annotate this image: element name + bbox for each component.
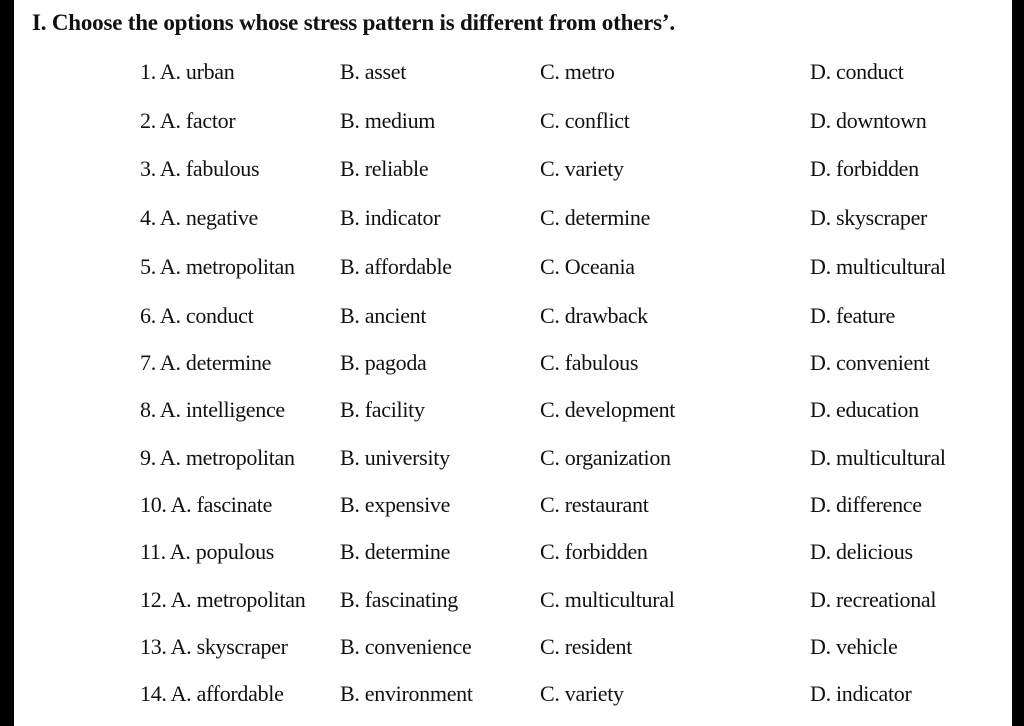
- option-a: 11. A. populous: [140, 539, 275, 564]
- option-d: D. recreational: [810, 587, 937, 612]
- option-b: B. fascinating: [340, 587, 458, 612]
- option-c: C. drawback: [540, 303, 648, 328]
- question-row: [14, 585, 1012, 615]
- question-row: [14, 301, 1012, 331]
- option-d: D. vehicle: [810, 634, 898, 659]
- option-a: 14. A. affordable: [140, 681, 284, 706]
- option-c: C. determine: [540, 205, 651, 230]
- option-c: C. variety: [540, 681, 624, 706]
- option-a: 9. A. metropolitan: [140, 445, 295, 470]
- option-d: D. education: [810, 397, 919, 422]
- exercise-heading: I. Choose the options whose stress pattern is different from others’.: [32, 10, 675, 35]
- option-a: 4. A. negative: [140, 205, 258, 230]
- option-a: 13. A. skyscraper: [140, 634, 288, 659]
- option-a: 6. A. conduct: [140, 303, 254, 328]
- question-row: [14, 348, 1012, 378]
- question-row: [14, 537, 1012, 567]
- option-c: C. organization: [540, 445, 671, 470]
- option-c: C. Oceania: [540, 254, 635, 279]
- question-row: [14, 252, 1012, 282]
- option-c: C. fabulous: [540, 350, 639, 375]
- option-d: D. forbidden: [810, 156, 919, 181]
- option-b: B. ancient: [340, 303, 427, 328]
- option-b: B. pagoda: [340, 350, 427, 375]
- option-c: C. forbidden: [540, 539, 648, 564]
- option-a: 12. A. metropolitan: [140, 587, 306, 612]
- option-d: D. indicator: [810, 681, 912, 706]
- option-c: C. resident: [540, 634, 633, 659]
- option-d: D. conduct: [810, 59, 904, 84]
- option-c: C. restaurant: [540, 492, 649, 517]
- option-c: C. multicultural: [540, 587, 675, 612]
- option-b: B. indicator: [340, 205, 441, 230]
- option-d: D. difference: [810, 492, 922, 517]
- option-b: B. affordable: [340, 254, 452, 279]
- option-c: C. metro: [540, 59, 615, 84]
- option-b: B. facility: [340, 397, 425, 422]
- option-d: D. multicultural: [810, 254, 946, 279]
- option-a: 7. A. determine: [140, 350, 272, 375]
- question-row: [14, 203, 1012, 233]
- option-c: C. variety: [540, 156, 624, 181]
- option-d: D. multicultural: [810, 445, 946, 470]
- option-d: D. downtown: [810, 108, 927, 133]
- option-a: 1. A. urban: [140, 59, 235, 84]
- option-b: B. medium: [340, 108, 436, 133]
- question-row: [14, 490, 1012, 520]
- option-d: D. convenient: [810, 350, 930, 375]
- question-row: [14, 154, 1012, 184]
- worksheet-page: [14, 0, 1012, 726]
- option-b: B. convenience: [340, 634, 472, 659]
- option-a: 5. A. metropolitan: [140, 254, 295, 279]
- option-d: D. delicious: [810, 539, 913, 564]
- option-a: 2. A. factor: [140, 108, 236, 133]
- option-b: B. environment: [340, 681, 473, 706]
- option-c: C. conflict: [540, 108, 630, 133]
- question-row: [14, 632, 1012, 662]
- option-b: B. asset: [340, 59, 407, 84]
- question-row: [14, 679, 1012, 709]
- option-b: B. expensive: [340, 492, 451, 517]
- question-row: [14, 395, 1012, 425]
- option-c: C. development: [540, 397, 676, 422]
- question-row: [14, 57, 1012, 87]
- option-b: B. university: [340, 445, 450, 470]
- option-b: B. determine: [340, 539, 451, 564]
- option-b: B. reliable: [340, 156, 429, 181]
- option-a: 10. A. fascinate: [140, 492, 273, 517]
- question-row: [14, 443, 1012, 473]
- option-d: D. skyscraper: [810, 205, 928, 230]
- option-d: D. feature: [810, 303, 895, 328]
- option-a: 8. A. intelligence: [140, 397, 285, 422]
- question-row: [14, 106, 1012, 136]
- option-a: 3. A. fabulous: [140, 156, 260, 181]
